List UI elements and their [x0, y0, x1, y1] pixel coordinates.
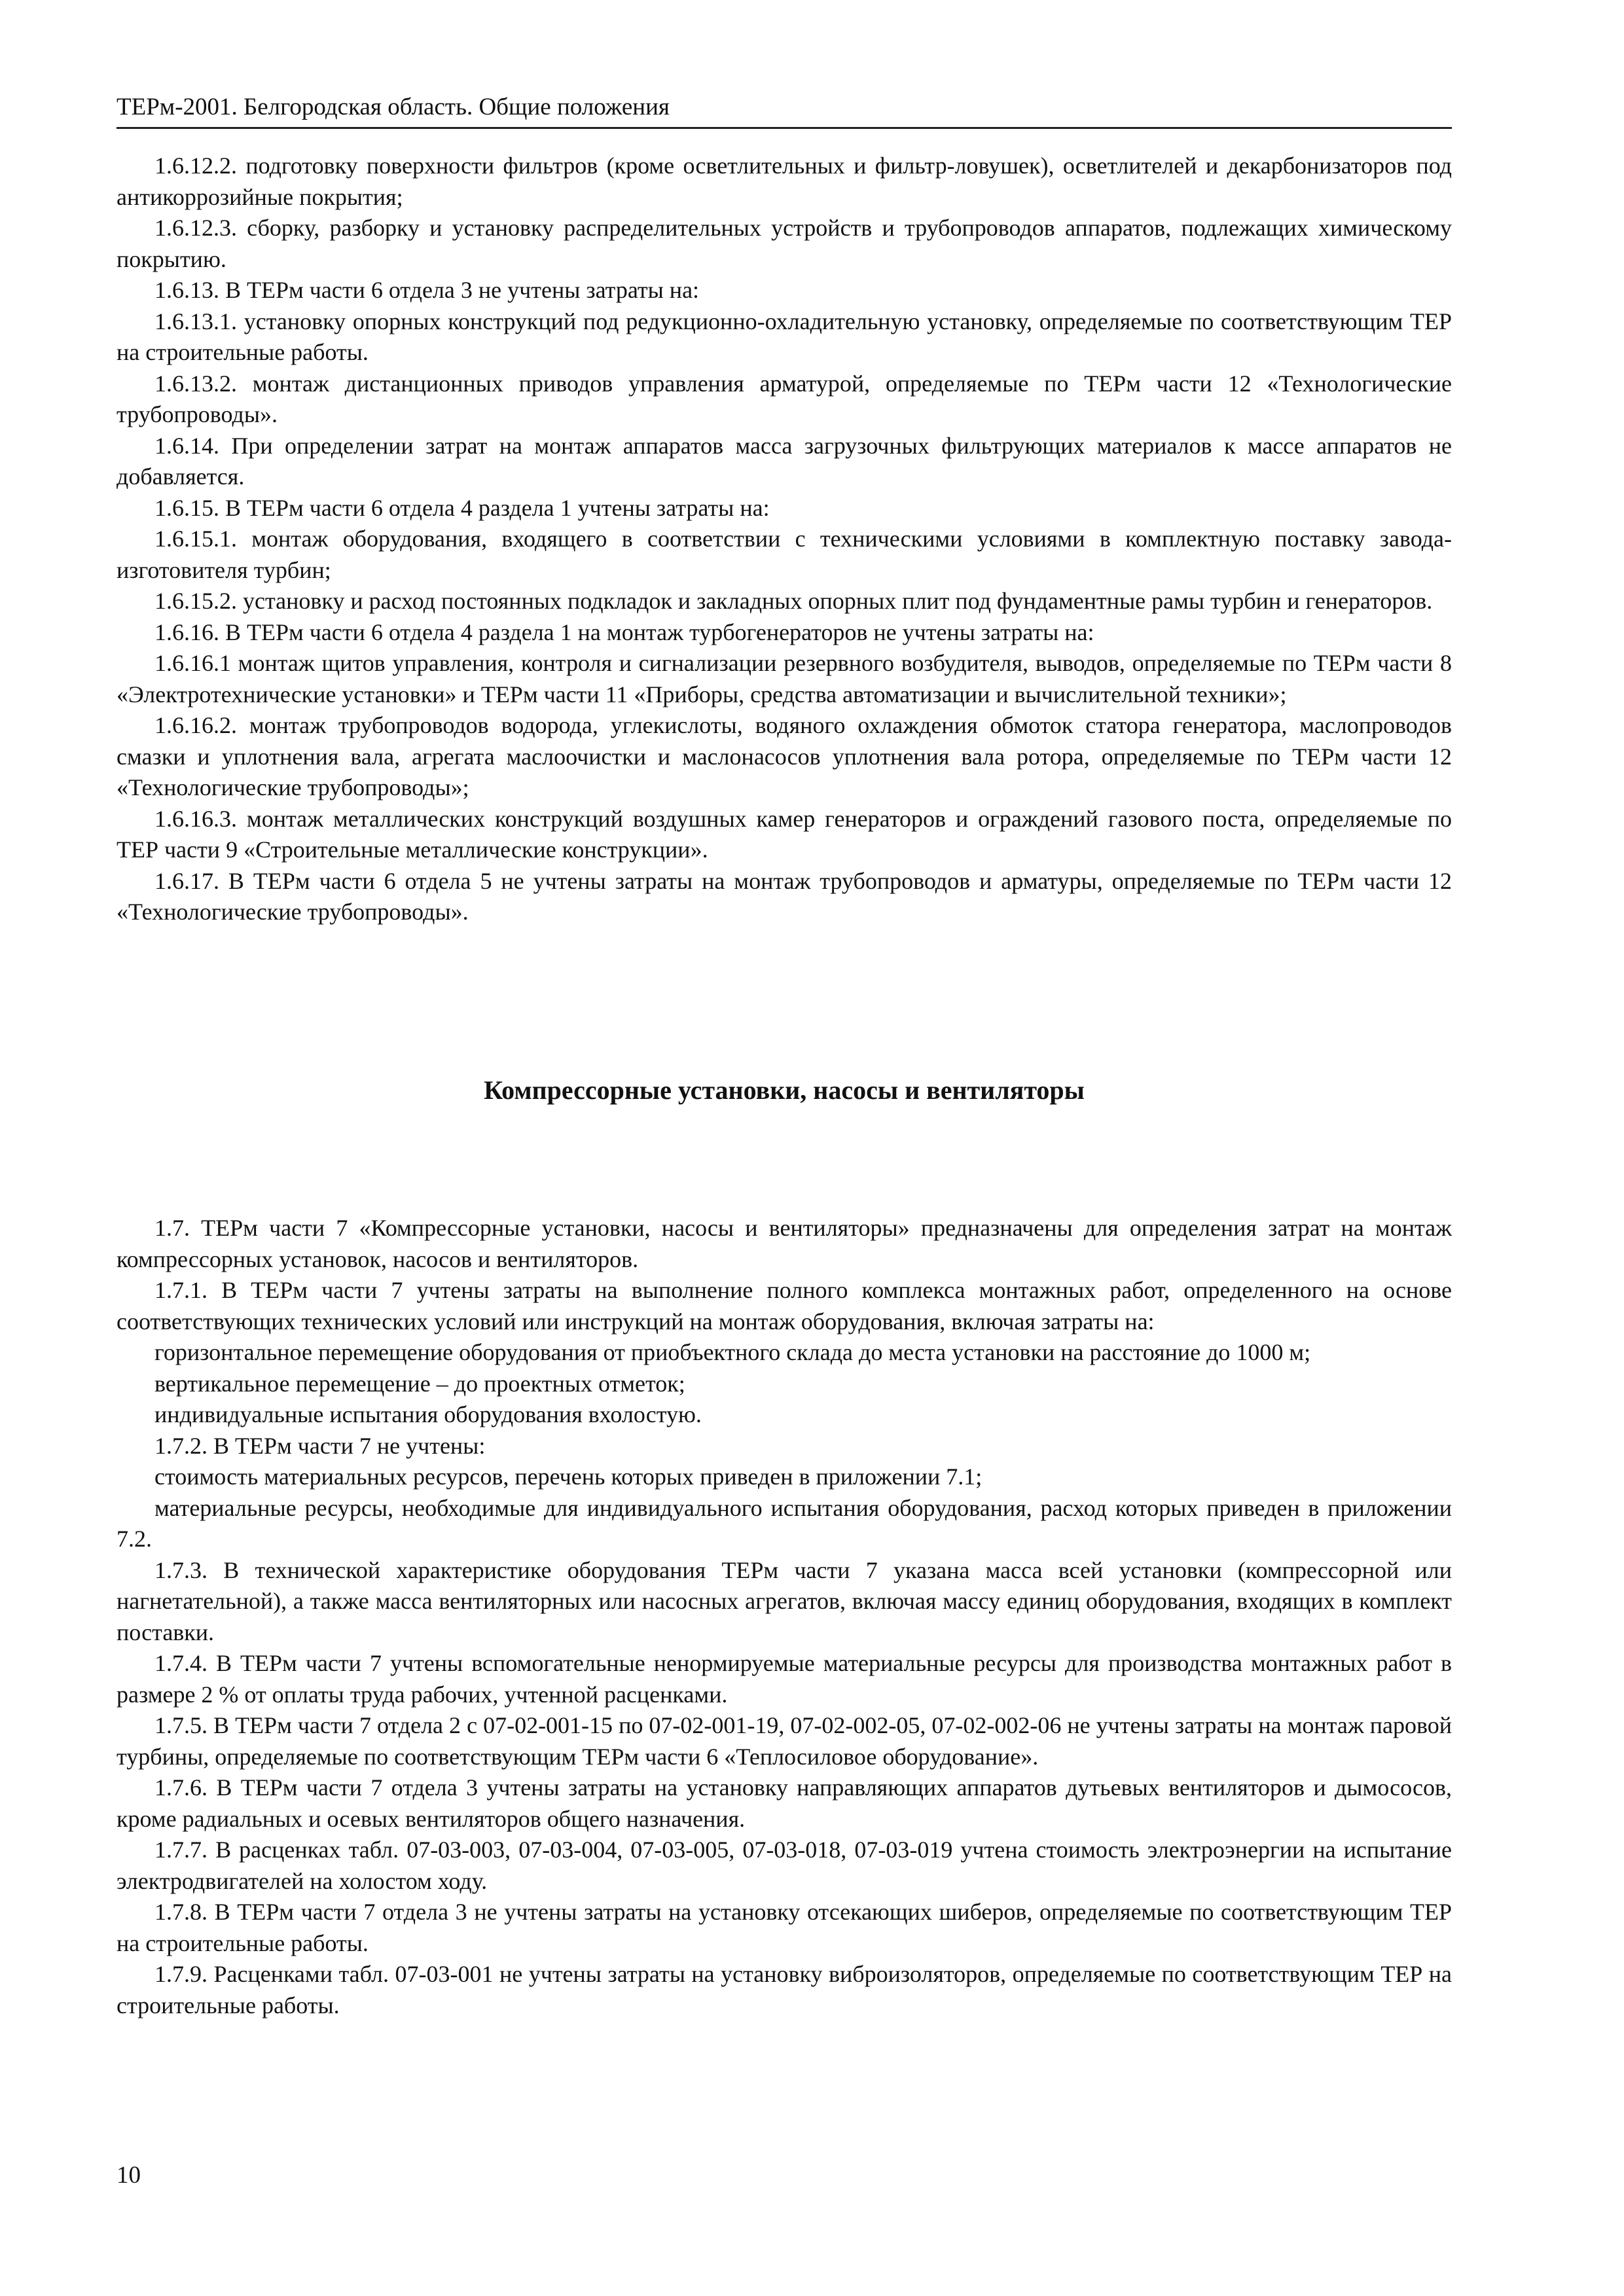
- section-1-7-text: [117, 1213, 1452, 2021]
- paragraph-1-7: 1.7. ТЕРм части 7 «Компрессорные установки, насосы и вентиляторы» предназначены для определения затрат на монтаж компрессорных установок, насосов и вентиляторов.: [117, 1215, 1452, 1272]
- list-item-vertical-move: вертикальное перемещение – до проектных отметок;: [154, 1370, 685, 1397]
- paragraph-1-6-17: 1.6.17. В ТЕРм части 6 отдела 5 не учтены затраты на монтаж трубопроводов и арматуры, определяемые по ТЕРм части 12 «Технологические трубопроводы».: [117, 867, 1452, 925]
- list-item-test-materials: материальные ресурсы, необходимые для индивидуального испытания оборудования, расход которых приведен в приложении 7.2.: [117, 1494, 1452, 1552]
- paragraph-1-6-16-3: 1.6.16.3. монтаж металлических конструкций воздушных камер генераторов и ограждений газового поста, определяемые по ТЕР части 9 «Строительные металлические конструкции».: [117, 805, 1452, 863]
- paragraph-1-7-7: 1.7.7. В расценках табл. 07-03-003, 07-03-004, 07-03-005, 07-03-018, 07-03-019 учтена стоимость электроэнергии на испытание электродвигателей на холостом ходу.: [117, 1837, 1452, 1894]
- section-1-6-text: [117, 151, 1452, 928]
- paragraph-1-7-5: 1.7.5. В ТЕРм части 7 отдела 2 с 07-02-001-15 по 07-02-001-19, 07-02-002-05, 07-02-002-06 не учтены затраты на монтаж паровой турбины, определяемые по соответствующим ТЕРм части 6 «Теплосиловое оборудование».: [117, 1712, 1452, 1770]
- paragraph-1-6-13-2: 1.6.13.2. монтаж дистанционных приводов управления арматурой, определяемые по ТЕРм части 12 «Технологические трубопроводы».: [117, 370, 1452, 427]
- paragraph-1-7-9: 1.7.9. Расценками табл. 07-03-001 не учтены затраты на установку виброизоляторов, определяемые по соответствующим ТЕР на строительные работы.: [117, 1961, 1452, 2018]
- paragraph-1-7-8: 1.7.8. В ТЕРм части 7 отдела 3 не учтены затраты на установку отсекающих шиберов, определяемые по соответствующим ТЕР на строительные работы.: [117, 1899, 1452, 1956]
- paragraph-1-6-12-2: 1.6.12.2. подготовку поверхности фильтров (кроме осветлительных и фильтр-ловушек), осветлителей и декарбонизаторов под антикоррозийные покрытия;: [117, 152, 1452, 210]
- paragraph-1-7-2: 1.7.2. В ТЕРм части 7 не учтены:: [154, 1432, 486, 1459]
- paragraph-1-7-3: 1.7.3. В технической характеристике оборудования ТЕРм части 7 указана масса всей установки (компрессорной или нагнетательной), а также масса вентиляторных или насосных агрегатов, включая массу единиц оборудования, входящих в комплект поставки.: [117, 1556, 1452, 1645]
- paragraph-1-6-12-3: 1.6.12.3. сборку, разборку и установку распределительных устройств и трубопроводов аппаратов, подлежащих химическому покрытию.: [117, 215, 1452, 272]
- section-heading: Компрессорные установки, насосы и вентиляторы: [484, 1075, 1085, 1105]
- paragraph-1-6-15-1: 1.6.15.1. монтаж оборудования, входящего в соответствии с техническими условиями в комплектную поставку завода-изготовителя турбин;: [117, 526, 1452, 583]
- paragraph-1-7-6: 1.7.6. В ТЕРм части 7 отдела 3 учтены затраты на установку направляющих аппаратов дутьевых вентиляторов и дымососов, кроме радиальных и осевых вентиляторов общего назначения.: [117, 1774, 1452, 1832]
- list-item-material-cost: стоимость материальных ресурсов, перечень которых приведен в приложении 7.1;: [154, 1463, 983, 1490]
- paragraph-1-6-16-1: 1.6.16.1 монтаж щитов управления, контроля и сигнализации резервного возбудителя, выводов, определяемые по ТЕРм части 8 «Электротехнические установки» и ТЕРм части 11 «Приборы, средства автоматизации и вычислительной техники»;: [117, 650, 1452, 708]
- paragraph-1-6-16-2: 1.6.16.2. монтаж трубопроводов водорода, углекислоты, водяного охлаждения обмоток статора генератора, маслопроводов смазки и уплотнения вала, агрегата маслоочистки и маслонасосов уплотнения вала ротора, определяемые по ТЕРм части 12 «Технологические трубопроводы»;: [117, 712, 1452, 800]
- paragraph-1-6-13: 1.6.13. В ТЕРм части 6 отдела 3 не учтены затраты на:: [154, 277, 700, 303]
- paragraph-1-6-16: 1.6.16. В ТЕРм части 6 отдела 4 раздела 1 на монтаж турбогенераторов не учтены затраты на:: [154, 619, 1094, 645]
- list-item-horizontal-move: горизонтальное перемещение оборудования от приобъектного склада до места установки на расстояние до 1000 м;: [154, 1339, 1311, 1365]
- page-number: 10: [117, 2162, 141, 2189]
- paragraph-1-6-15: 1.6.15. В ТЕРм части 6 отдела 4 раздела 1 учтены затраты на:: [154, 494, 770, 521]
- paragraph-1-6-14: 1.6.14. При определении затрат на монтаж аппаратов масса загрузочных фильтрующих материалов к массе аппаратов не добавляется.: [117, 432, 1452, 490]
- paragraph-1-6-13-1: 1.6.13.1. установку опорных конструкций под редукционно-охладительную установку, определяемые по соответствующим ТЕР на строительные работы.: [117, 308, 1452, 365]
- running-header: ТЕРм-2001. Белгородская область. Общие положения: [117, 92, 1452, 129]
- list-item-idle-tests: индивидуальные испытания оборудования вхолостую.: [154, 1401, 702, 1427]
- paragraph-1-7-1: 1.7.1. В ТЕРм части 7 учтены затраты на выполнение полного комплекса монтажных работ, определенного на основе соответствующих технических условий или инструкций на монтаж оборудования, включая затраты на:: [117, 1277, 1452, 1335]
- paragraph-1-6-15-2: 1.6.15.2. установку и расход постоянных подкладок и закладных опорных плит под фундаментные рамы турбин и генераторов.: [154, 588, 1433, 614]
- paragraph-1-7-4: 1.7.4. В ТЕРм части 7 учтены вспомогательные ненормируемые материальные ресурсы для производства монтажных работ в размере 2 % от оплаты труда рабочих, учтенной расценками.: [117, 1650, 1452, 1708]
